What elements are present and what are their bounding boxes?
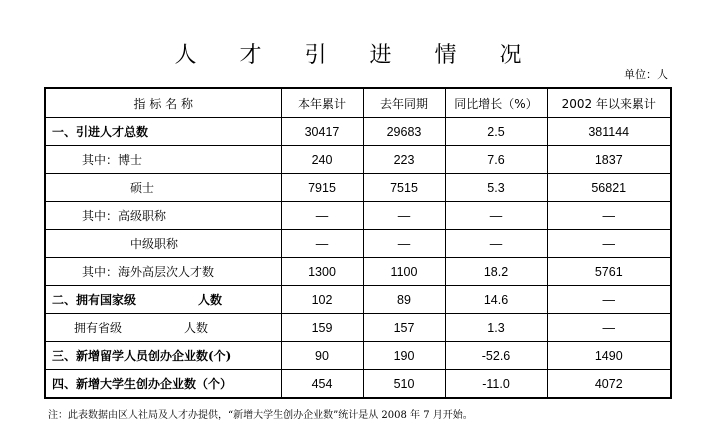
table-row	[45, 342, 671, 370]
table-cell: 102	[281, 286, 363, 314]
table-cell: —	[363, 202, 445, 230]
footnote: 注：此表数据由区人社局及人才办提供，“新增大学生创办企业数”统计是从 2008 年 7 月开始。	[48, 410, 473, 421]
talent-table	[44, 87, 672, 399]
row-label-suffix: 人数	[198, 293, 223, 307]
table-row	[45, 146, 671, 174]
unit-label: 单位：人	[624, 68, 668, 81]
table-cell: 510	[363, 370, 445, 399]
table-row	[45, 118, 671, 146]
row-label: 三、新增留学人员创办企业数(个)	[45, 342, 281, 370]
row-label: 其中：海外高层次人才数	[45, 258, 281, 286]
table-cell: 29683	[363, 118, 445, 146]
table-cell: —	[547, 230, 671, 258]
column-header: 指 标 名 称	[45, 88, 281, 118]
table-cell: 190	[363, 342, 445, 370]
table-cell: 5761	[547, 258, 671, 286]
table-cell: 1837	[547, 146, 671, 174]
table-row	[45, 174, 671, 202]
table-cell: —	[363, 230, 445, 258]
table-cell: 5.3	[445, 174, 547, 202]
table-cell: 30417	[281, 118, 363, 146]
table-cell: 1.3	[445, 314, 547, 342]
table-cell: 1300	[281, 258, 363, 286]
table-cell: 7515	[363, 174, 445, 202]
table-cell: 89	[363, 286, 445, 314]
row-label: 其中：高级职称	[45, 202, 281, 230]
table-cell: —	[547, 314, 671, 342]
row-label: 中级职称	[45, 230, 281, 258]
table-cell: 159	[281, 314, 363, 342]
column-header: 去年同期	[363, 88, 445, 118]
table-cell: 1100	[363, 258, 445, 286]
table-cell: —	[445, 230, 547, 258]
table-row	[45, 314, 671, 342]
table-cell: 223	[363, 146, 445, 174]
table-cell: —	[547, 286, 671, 314]
row-label: 四、新增大学生创办企业数（个）	[45, 370, 281, 399]
table-cell: 240	[281, 146, 363, 174]
table-cell: 7.6	[445, 146, 547, 174]
row-label: 硕士	[45, 174, 281, 202]
table-row	[45, 202, 671, 230]
row-label-prefix: 二、拥有国家级	[52, 293, 137, 307]
column-header: 同比增长（%）	[445, 88, 547, 118]
row-label: 其中：博士	[45, 146, 281, 174]
row-label-suffix: 人数	[184, 321, 209, 335]
table-cell: 7915	[281, 174, 363, 202]
table-row	[45, 370, 671, 399]
table-cell: 4072	[547, 370, 671, 399]
table-cell: 56821	[547, 174, 671, 202]
column-header: 2002 年以来累计	[547, 88, 671, 118]
row-label-prefix: 拥有省级	[74, 321, 123, 335]
table-cell: —	[547, 202, 671, 230]
table-cell: —	[281, 230, 363, 258]
table-cell: -11.0	[445, 370, 547, 399]
row-label: 一、引进人才总数	[45, 118, 281, 146]
table-cell: 157	[363, 314, 445, 342]
table-cell: -52.6	[445, 342, 547, 370]
row-label	[45, 314, 281, 342]
table-header-row	[45, 88, 671, 118]
table-cell: 1490	[547, 342, 671, 370]
table-cell: —	[281, 202, 363, 230]
page-title: 人 才 引 进 情 况	[174, 43, 540, 68]
table-cell: —	[445, 202, 547, 230]
table-row	[45, 230, 671, 258]
table-cell: 454	[281, 370, 363, 399]
column-header: 本年累计	[281, 88, 363, 118]
table-cell: 381144	[547, 118, 671, 146]
table-cell: 14.6	[445, 286, 547, 314]
table-row	[45, 258, 671, 286]
row-label	[45, 286, 281, 314]
table-row	[45, 286, 671, 314]
table-cell: 2.5	[445, 118, 547, 146]
table-cell: 90	[281, 342, 363, 370]
table-cell: 18.2	[445, 258, 547, 286]
